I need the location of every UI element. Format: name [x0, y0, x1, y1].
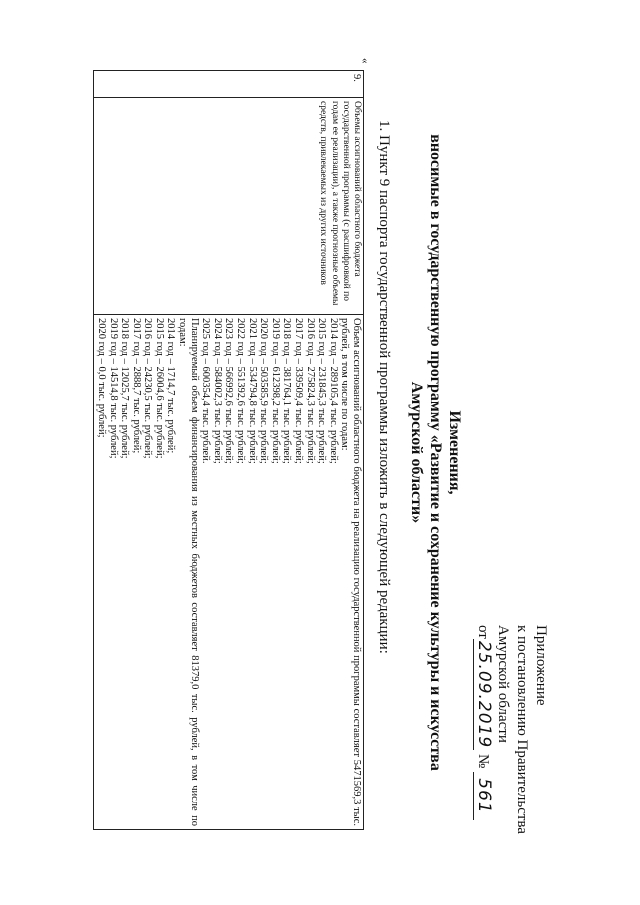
list-item: 2019 год – 14514,8 тыс. рублей;: [107, 318, 119, 459]
list-item: 2014 год – 1714,7 тыс. рублей;: [165, 318, 177, 454]
list-item: 2018 год – 381764,1 тыс. рублей;: [281, 318, 293, 464]
list-item: 2020 год – 0,0 тыс. рублей;: [95, 318, 107, 438]
list-item: 2016 год – 24230,5 тыс. рублей;: [142, 318, 154, 459]
title-line-1: Изменения,: [446, 410, 463, 495]
appendix-block: [473, 625, 550, 865]
handwritten-number: 561: [473, 772, 493, 820]
list-item: 2021 год – 534794,8 тыс. рублей;: [246, 318, 258, 464]
list-item: 2015 год – 231845,3 тыс. рублей;: [316, 318, 328, 464]
intro-paragraph: 1. Пункт 9 паспорта государственной программы изложить в следующей редакции:: [376, 120, 392, 654]
list-item: 2017 год – 2888,7 тыс. рублей;: [130, 318, 142, 454]
appendix-resolution-line: к постановлению Правительства: [514, 625, 530, 834]
regional-years-list: [200, 318, 339, 826]
appendix-title: Приложение: [533, 625, 549, 706]
title-line-2: вносимые в государственную программу «Развитие и сохранение культуры и искусства: [427, 134, 444, 771]
list-item: 2018 год – 12025,7 тыс. рублей;: [119, 318, 131, 459]
list-item: 2014 год – 289105,4 тыс. рублей;: [327, 318, 339, 464]
list-item: 2025 год – 600354,4 тыс. рублей.: [200, 318, 212, 464]
opening-quote-mark: «: [359, 58, 371, 64]
title-line-3: Амурской области»: [408, 381, 425, 524]
number-label: №: [475, 753, 491, 769]
list-item: 2023 год – 566992,6 тыс. рублей;: [223, 318, 235, 464]
list-item: 2024 год – 584002,3 тыс. рублей;: [211, 318, 223, 464]
local-budget-intro: Планируемый объем финансирования из местных бюджетов составляет 81379,0 тыс. рублей, в том числе по годам:: [177, 318, 200, 826]
appendix-date-line: [473, 625, 493, 865]
appendix-region-line: Амурской области: [495, 625, 511, 743]
table-row: [94, 71, 364, 830]
list-item: 2016 год – 275824,3 тыс. рублей;: [304, 318, 316, 464]
list-item: 2017 год – 339509,4 тыс. рублей;: [293, 318, 305, 464]
regional-budget-intro: Объем ассигнований областного бюджета на реализацию государственной программы составляет 5471569,3 тыс. рублей, в том числе по годам:: [339, 318, 362, 826]
list-item: 2020 год – 503585,9 тыс. рублей;: [258, 318, 270, 464]
date-prefix: от: [475, 625, 491, 639]
list-item: 2015 год – 26004,6 тыс. рублей;: [153, 318, 165, 459]
passport-table: [93, 70, 364, 830]
handwritten-date: 25.09.2019: [474, 640, 494, 749]
document-title: [407, 0, 464, 905]
list-item: 2022 год – 551392,6 тыс. рублей;: [235, 318, 247, 464]
local-years-list: [95, 318, 176, 826]
row-content: [94, 315, 364, 830]
row-label: Объемы ассигнований областного бюджета государственной программы (с расшифровкой по годам ее реализации), а также прогнозные объемы средств, привлекаемых из других источников: [94, 98, 364, 315]
list-item: 2019 год – 612398,2 тыс. рублей;: [269, 318, 281, 464]
row-number: 9.: [94, 71, 364, 98]
